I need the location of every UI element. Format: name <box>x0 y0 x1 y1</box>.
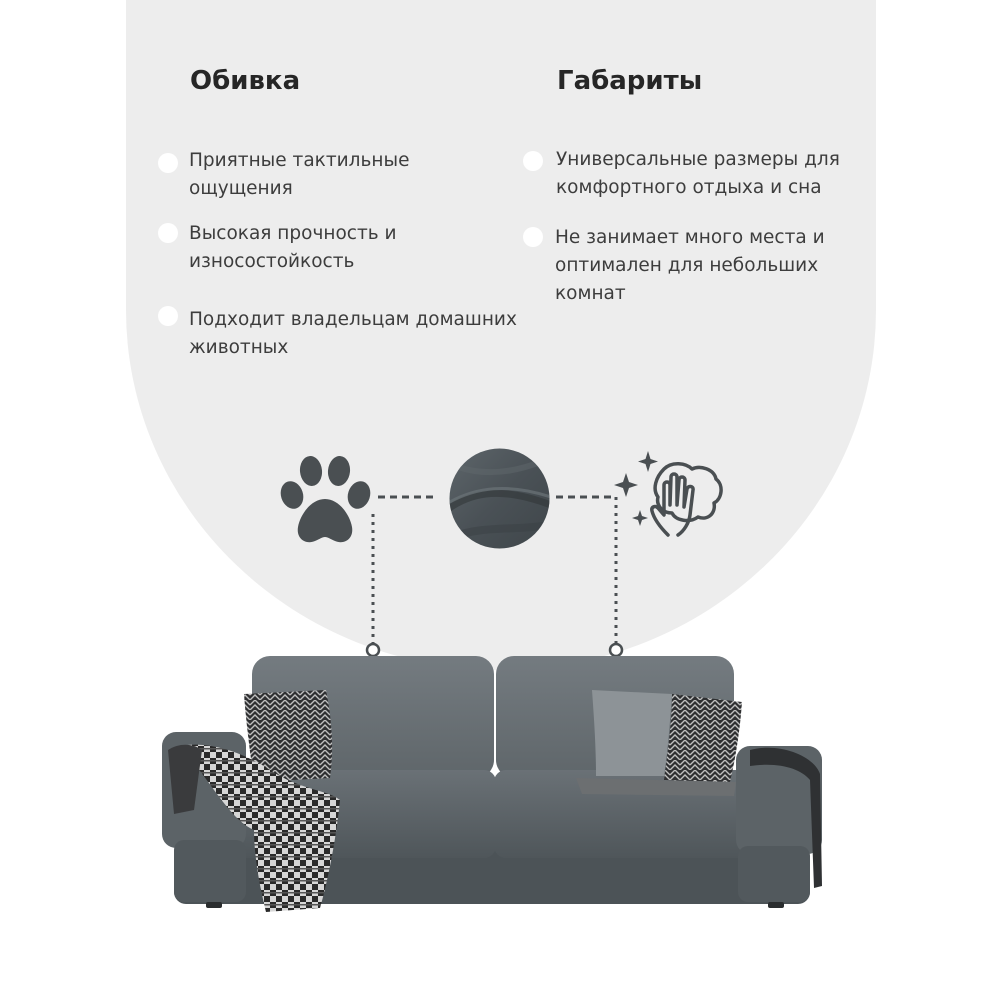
dimensions-title: Габариты <box>557 66 703 96</box>
upholstery-feature-2: Высокая прочность и износостойкость <box>189 223 397 272</box>
cleaning-hand-icon <box>612 447 728 539</box>
dimensions-feature-1: Универсальные размеры для комфортного отдыха и сна <box>556 149 840 198</box>
fabric-swatch-icon <box>448 447 551 550</box>
upholstery-feature-3: Подходит владельцам домашних животных <box>189 309 517 358</box>
paw-icon <box>278 455 374 547</box>
upholstery-feature-1: Приятные тактильные ощущения <box>189 150 410 199</box>
upholstery-title: Обивка <box>190 66 301 96</box>
dimensions-feature-2: Не занимает много места и оптимален для небольших комнат <box>555 227 825 304</box>
sofa-image <box>150 650 840 920</box>
